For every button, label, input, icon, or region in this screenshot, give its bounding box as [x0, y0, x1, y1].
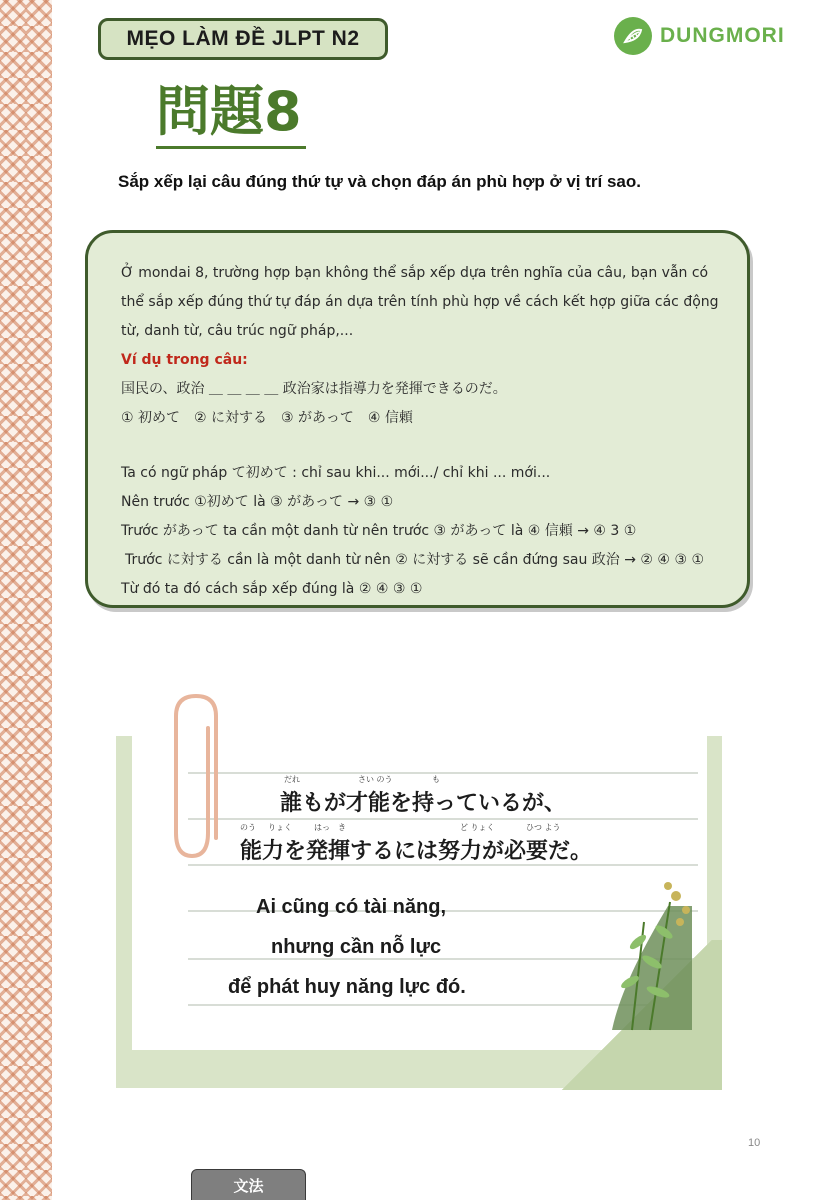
page-title: 問題8 — [156, 80, 306, 149]
header-tag — [98, 18, 388, 60]
quote-vietnamese-line-1: Ai cũng có tài năng, — [256, 896, 447, 918]
tip-intro: Ở mondai 8, trường hợp bạn không thể sắp xếp dựa trên nghĩa của câu, bạn vẫn có thể sắp xếp đúng thứ tự đáp án dựa trên tính phù hợp về cách kết hợp giữa các động từ, danh từ, câu trúc ngữ pháp,... — [121, 265, 719, 339]
example-label: Ví dụ trong câu: — [121, 352, 248, 368]
example-options: ① 初めて ② に対する ③ があって ④ 信頼 — [121, 410, 413, 426]
explain-line: Trước に対する cần là một danh từ nên ② に対する sẽ cần đứng sau 政治 → ② ④ ③ ① — [125, 552, 704, 568]
logo-text: DUNGMORI — [660, 24, 785, 47]
plant-illustration — [572, 862, 692, 1032]
furigana: さい のう — [358, 775, 393, 784]
furigana: ひつ よう — [526, 823, 561, 832]
page-number: 10 — [748, 1137, 761, 1149]
conclusion-line: Từ đó ta đó cách sắp xếp đúng là ② ④ ③ ① — [121, 581, 423, 597]
footer-tab-grammar[interactable] — [191, 1169, 306, 1200]
paperclip-icon — [168, 688, 228, 863]
furigana: はっ き — [314, 823, 346, 832]
explain-line: Trước があって ta cần một danh từ nên trước ③ があって là ④ 信頼 → ④ 3 ① — [121, 523, 637, 539]
quote-japanese-line-2: 能力を発揮するには努力が必要だ。 — [240, 839, 593, 864]
furigana: のう — [240, 823, 256, 832]
furigana: だれ — [284, 775, 300, 784]
header-tag-text: MẸO LÀM ĐỀ JLPT N2 — [126, 27, 360, 50]
furigana: も — [432, 775, 440, 784]
explain-line: Ta có ngữ pháp て初めて : chỉ sau khi... mới.../ chỉ khi ... mới... — [121, 465, 551, 481]
quote-vietnamese-line-3: để phát huy năng lực đó. — [228, 976, 466, 998]
explain-line: Nên trước ①初めて là ③ があって → ③ ① — [121, 494, 394, 510]
dungmori-logo — [614, 17, 785, 55]
quote-japanese-line-1: 誰もが才能を持っているが、 — [280, 791, 567, 816]
footer-tab-label: 文法 — [233, 1176, 264, 1195]
furigana: ど りょく — [460, 823, 495, 832]
side-decorative-pattern — [0, 0, 52, 1200]
instruction-text: Sắp xếp lại câu đúng thứ tự và chọn đáp án phù hợp ở vị trí sao. — [118, 172, 641, 191]
example-sentence: 国民の、政治 ＿ ＿ ＿ ＿ 政治家は指導力を発揮できるのだ。 — [121, 381, 507, 397]
leaf-icon — [614, 17, 652, 55]
furigana: りょく — [268, 823, 292, 832]
tip-box — [85, 230, 750, 608]
quote-card — [116, 688, 722, 1090]
quote-vietnamese-line-2: nhưng cần nỗ lực — [271, 936, 442, 958]
